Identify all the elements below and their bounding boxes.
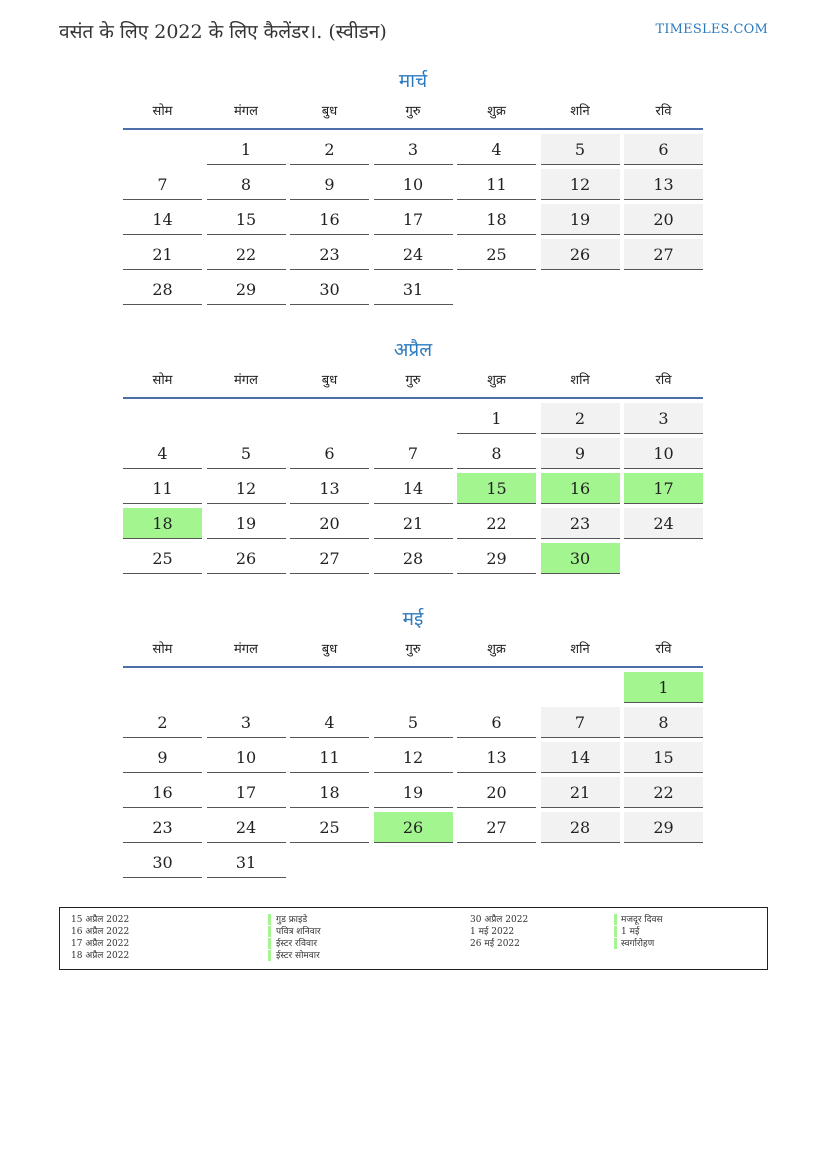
day-cell[interactable]: 19 [207,508,286,539]
day-cell[interactable]: 19 [541,204,620,235]
day-cell[interactable]: 17 [207,777,286,808]
day-cell[interactable]: 3 [624,403,703,434]
week-row [123,274,703,305]
legend-holiday: ईस्टर रविवार [276,939,318,949]
weekday-label: मंगल [234,642,258,657]
day-cell[interactable]: 30 [541,543,620,574]
day-cell[interactable]: 6 [624,134,703,165]
day-cell[interactable]: 16 [541,473,620,504]
day-cell[interactable]: 14 [123,204,202,235]
day-cell[interactable]: 9 [541,438,620,469]
legend-date: 16 अप्रैल 2022 [71,927,130,937]
weekday-header [123,641,703,668]
day-cell[interactable]: 13 [457,742,536,773]
day-cell[interactable]: 23 [541,508,620,539]
day-cell[interactable]: 17 [624,473,703,504]
month-title: मार्च [398,70,428,92]
day-cell[interactable]: 27 [624,239,703,270]
day-cell[interactable]: 21 [374,508,453,539]
day-cell[interactable]: 28 [374,543,453,574]
day-cell[interactable]: 9 [290,169,369,200]
day-cell[interactable]: 4 [457,134,536,165]
day-cell[interactable]: 5 [207,438,286,469]
holiday-marker [614,914,617,925]
holiday-marker [268,950,271,961]
empty-cell [290,847,369,878]
month-april [123,337,703,574]
day-cell[interactable]: 20 [457,777,536,808]
day-cell[interactable]: 18 [290,777,369,808]
empty-cell [374,403,453,434]
day-cell[interactable]: 30 [123,847,202,878]
legend-date: 18 अप्रैल 2022 [71,951,130,961]
week-row [123,543,703,574]
day-cell[interactable]: 11 [457,169,536,200]
day-cell[interactable]: 24 [624,508,703,539]
empty-cell [541,847,620,878]
weekday-label: बुध [321,373,338,388]
weekday-label: गुरु [405,373,421,388]
day-cell[interactable]: 11 [290,742,369,773]
week-row [123,169,703,200]
day-cell[interactable]: 18 [457,204,536,235]
day-cell[interactable]: 20 [290,508,369,539]
month-march [123,68,703,305]
empty-cell [457,672,536,703]
weekday-label: बुध [321,642,338,657]
day-cell[interactable]: 9 [123,742,202,773]
weekday-label: सोम [152,373,173,388]
weekday-label: शनि [570,104,590,119]
legend-holiday: ईस्टर सोमवार [276,951,320,961]
day-cell[interactable]: 5 [374,707,453,738]
holiday-legend [59,907,768,970]
day-cell[interactable]: 31 [207,847,286,878]
holiday-marker [614,938,617,949]
legend-date: 1 मई 2022 [470,927,515,937]
holiday-marker [614,926,617,937]
day-cell[interactable]: 12 [374,742,453,773]
empty-cell [541,672,620,703]
day-cell[interactable]: 8 [624,707,703,738]
week-row [123,847,703,878]
day-cell[interactable]: 6 [290,438,369,469]
day-grid [123,403,703,574]
empty-cell [290,672,369,703]
day-cell[interactable]: 30 [290,274,369,305]
day-cell[interactable]: 2 [123,707,202,738]
holiday-marker [268,926,271,937]
page-title: वसंत के लिए 2022 के लिए कैलेंडर।. (स्वीडन) [59,21,387,43]
legend-date: 15 अप्रैल 2022 [71,915,130,925]
day-cell[interactable]: 8 [457,438,536,469]
empty-cell [123,134,202,165]
week-row [123,508,703,539]
week-row [123,812,703,843]
day-cell[interactable]: 16 [123,777,202,808]
week-row [123,742,703,773]
day-cell[interactable]: 23 [290,239,369,270]
empty-cell [457,274,536,305]
week-row [123,707,703,738]
day-cell[interactable]: 2 [290,134,369,165]
legend-holiday: मजदूर दिवस [621,915,663,925]
weekday-label: सोम [152,104,173,119]
day-cell[interactable]: 21 [123,239,202,270]
legend-date: 30 अप्रैल 2022 [470,915,529,925]
day-cell[interactable]: 1 [457,403,536,434]
day-cell[interactable]: 7 [374,438,453,469]
day-cell[interactable]: 21 [541,777,620,808]
weekday-label: रवि [655,104,672,119]
empty-cell [374,847,453,878]
week-row [123,239,703,270]
day-cell[interactable]: 17 [374,204,453,235]
week-row [123,777,703,808]
weekday-header [123,103,703,130]
day-cell[interactable]: 29 [624,812,703,843]
day-cell[interactable]: 5 [541,134,620,165]
day-cell[interactable]: 13 [290,473,369,504]
day-cell[interactable]: 28 [123,274,202,305]
week-row [123,204,703,235]
empty-cell [207,403,286,434]
day-cell[interactable]: 1 [624,672,703,703]
day-cell[interactable]: 27 [457,812,536,843]
day-cell[interactable]: 26 [541,239,620,270]
day-cell[interactable]: 12 [541,169,620,200]
day-cell[interactable]: 15 [207,204,286,235]
day-cell[interactable]: 15 [624,742,703,773]
empty-cell [123,403,202,434]
empty-cell [290,403,369,434]
weekday-label: शुक्र [487,373,506,388]
day-cell[interactable]: 18 [123,508,202,539]
day-cell[interactable]: 25 [290,812,369,843]
day-cell[interactable]: 22 [207,239,286,270]
month-title: मई [402,608,424,630]
empty-cell [541,274,620,305]
week-row [123,473,703,504]
day-cell[interactable]: 24 [374,239,453,270]
legend-holiday: स्वर्गारोहण [621,939,655,949]
site-link[interactable]: TIMESLES.COM [655,22,768,37]
day-cell[interactable]: 25 [457,239,536,270]
day-cell[interactable]: 26 [374,812,453,843]
empty-cell [374,672,453,703]
day-cell[interactable]: 4 [123,438,202,469]
day-grid [123,672,703,878]
day-cell[interactable]: 31 [374,274,453,305]
day-cell[interactable]: 10 [624,438,703,469]
weekday-label: मंगल [234,104,258,119]
day-cell[interactable]: 26 [207,543,286,574]
empty-cell [207,672,286,703]
week-row [123,438,703,469]
weekday-label: मंगल [234,373,258,388]
week-row [123,134,703,165]
day-cell[interactable]: 16 [290,204,369,235]
day-cell[interactable]: 27 [290,543,369,574]
day-cell[interactable]: 3 [374,134,453,165]
day-cell[interactable]: 4 [290,707,369,738]
weekday-label: गुरु [405,642,421,657]
weekday-label: शनि [570,373,590,388]
day-cell[interactable]: 19 [374,777,453,808]
day-cell[interactable]: 8 [207,169,286,200]
day-cell[interactable]: 11 [123,473,202,504]
day-cell[interactable]: 2 [541,403,620,434]
weekday-label: रवि [655,373,672,388]
day-cell[interactable]: 20 [624,204,703,235]
weekday-header [123,372,703,399]
day-cell[interactable]: 14 [374,473,453,504]
weekday-label: शनि [570,642,590,657]
day-cell[interactable]: 13 [624,169,703,200]
day-grid [123,134,703,305]
day-cell[interactable]: 6 [457,707,536,738]
day-cell[interactable]: 24 [207,812,286,843]
day-cell[interactable]: 3 [207,707,286,738]
day-cell[interactable]: 1 [207,134,286,165]
weekday-label: रवि [655,642,672,657]
month-title: अप्रैल [393,339,433,361]
weekday-label: शुक्र [487,104,506,119]
empty-cell [624,274,703,305]
day-cell[interactable]: 12 [207,473,286,504]
weekday-label: बुध [321,104,338,119]
week-row [123,403,703,434]
day-cell[interactable]: 28 [541,812,620,843]
day-cell[interactable]: 14 [541,742,620,773]
day-cell[interactable]: 10 [207,742,286,773]
empty-cell [624,543,703,574]
holiday-marker [268,938,271,949]
weekday-label: शुक्र [487,642,506,657]
day-cell[interactable]: 15 [457,473,536,504]
day-cell[interactable]: 10 [374,169,453,200]
legend-date: 26 मई 2022 [470,939,520,949]
legend-holiday: 1 मई [621,927,640,937]
legend-holiday: गुड फ्राइडे [276,915,308,925]
day-cell[interactable]: 23 [123,812,202,843]
day-cell[interactable]: 29 [207,274,286,305]
holiday-marker [268,914,271,925]
weekday-label: सोम [152,642,173,657]
legend-holiday: पवित्र शनिवार [276,927,321,937]
day-cell[interactable]: 22 [624,777,703,808]
month-may [123,606,703,878]
day-cell[interactable]: 25 [123,543,202,574]
weekday-label: गुरु [405,104,421,119]
day-cell[interactable]: 29 [457,543,536,574]
empty-cell [624,847,703,878]
empty-cell [457,847,536,878]
day-cell[interactable]: 7 [123,169,202,200]
week-row [123,672,703,703]
day-cell[interactable]: 7 [541,707,620,738]
legend-date: 17 अप्रैल 2022 [71,939,130,949]
empty-cell [123,672,202,703]
day-cell[interactable]: 22 [457,508,536,539]
